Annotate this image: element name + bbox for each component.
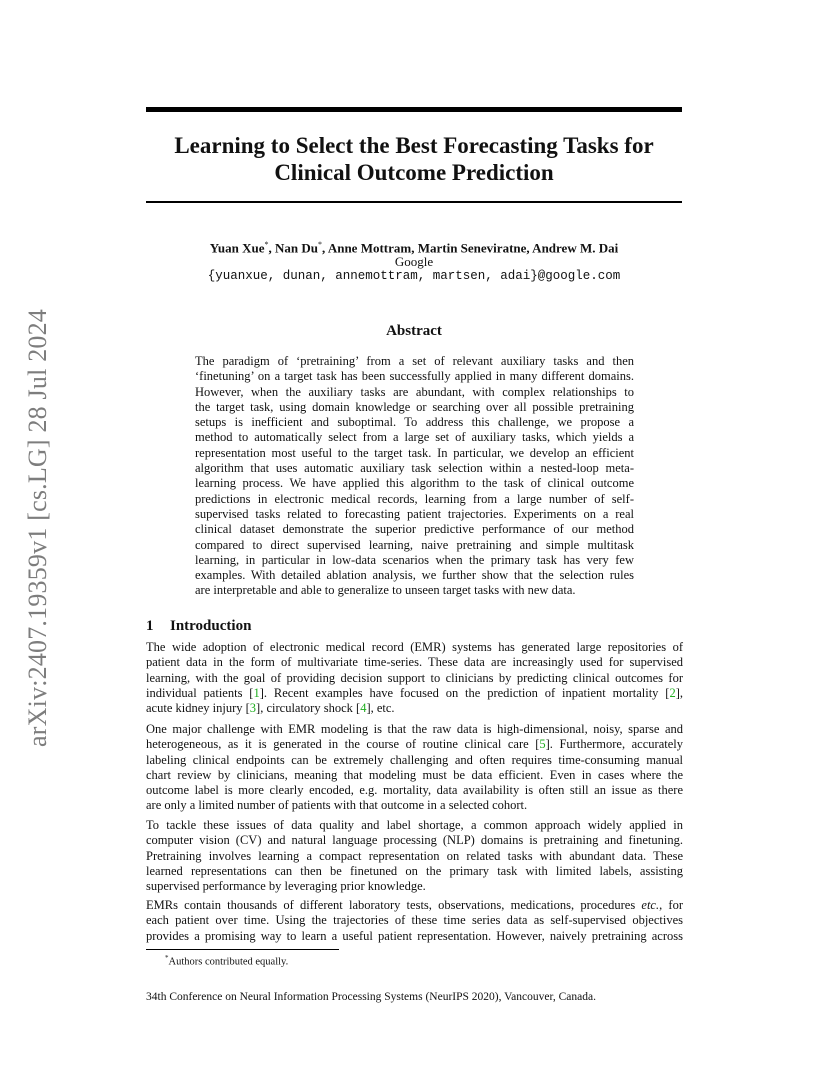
abstract-body (195, 354, 634, 599)
abstract-line: compared to direct supervised learning, naive pretraining and simple multitask (195, 537, 634, 552)
citation-link[interactable]: 1 (253, 685, 260, 700)
abstract-line: are interpretable and able to generalize to unseen target tasks with new data. (195, 583, 576, 598)
intro-paragraph-4: EMRs contain thousands of different laboratory tests, observations, medications, procedures etc., for each patient over time. Using the trajectories of these time series data as self-supervised objectives provides a promising way to learn a useful patient representation. However, naively pretraining across (146, 898, 683, 943)
footnote: *Authors contributed equally. (165, 954, 289, 968)
intro-paragraph-1: The wide adoption of electronic medical record (EMR) systems has generated large repositories of patient data in the form of multivariate time-series. These data are increasingly used for supervised learning, with the goal of providing decision support to clinicians by predicting clinical outcomes for individual patients [1]. Recent examples have focused on the prediction of inpatient mortality [2], acute kidney injury [3], circulatory shock [4], etc. (146, 640, 683, 716)
citation-link[interactable]: 4 (360, 701, 367, 716)
citation-link[interactable]: 5 (539, 737, 546, 752)
abstract-line: examples. With detailed ablation analysis, we further show that the selection rules (195, 568, 634, 583)
abstract-line: supervised tasks related to forecasting patient trajectories. Experiments on a real (195, 506, 634, 521)
citation-link[interactable]: 3 (249, 701, 257, 716)
title-bottom-rule (146, 201, 682, 203)
arxiv-identifier: arXiv:2407.19359v1 [cs.LG] 28 Jul 2024 (23, 309, 52, 747)
abstract-heading: Abstract (386, 323, 442, 339)
abstract-line: method to automatically select from a large set of auxiliary tasks, which yields a (195, 430, 634, 445)
intro-paragraph-3: To tackle these issues of data quality and label shortage, a common approach widely applied in computer vision (CV) and natural language processing (NLP) domains is pretraining and finetuning. Pretraining involves learning a compact representation on related tasks with abundant data. These learned representations can then be finetuned on the primary task with limited labels, assisting supervised performance by leveraging prior knowledge. (146, 818, 683, 894)
section-heading-introduction (146, 618, 251, 635)
abstract-line: However, when the auxiliary tasks are abundant, with complex relationships to (195, 384, 634, 399)
abstract-line: learning, in particular in low-data scenarios when the primary task has very few (195, 552, 634, 567)
citation-link[interactable]: 2 (669, 685, 676, 700)
abstract-line: setups is inefficient and suboptimal. To address this challenge, we propose a (195, 415, 634, 430)
affiliation: Google (394, 254, 434, 269)
title-top-rule (146, 107, 682, 112)
footnote-rule (146, 949, 339, 950)
author-list: Yuan Xue*, Nan Du*, Anne Mottram, Martin Seneviratne, Andrew M. Dai (209, 240, 619, 256)
paper-title: Learning to Select the Best Forecasting Tasks for Clinical Outcome Prediction (174, 133, 654, 185)
abstract-line: ‘finetuning’ on a target task has been successfully applied in many different domains. (195, 369, 634, 384)
abstract-line: the target task, using domain knowledge or searching over all possible pretraining (195, 399, 634, 414)
author-emails: {yuanxue, dunan, annemottram, martsen, adai}@google.com (207, 269, 621, 283)
intro-paragraph-2: One major challenge with EMR modeling is that the raw data is high-dimensional, noisy, sparse and heterogeneous, as it is generated in the course of routine clinical care [5]. Furthermore, accurately labeling clinical endpoints can be extremely challenging and often requires time-consuming manual chart review by clinicians, meaning that modeling must be data efficient. Even in cases where the outcome label is more clearly encoded, e.g. mortality, data availability is often still an issue as there are only a limited number of patients with that outcome in a selected cohort. (146, 722, 683, 813)
abstract-line: predictions in electronic medical records, learning from a large number of self- (195, 491, 634, 506)
abstract-line: clinical dataset demonstrate the superior predictive performance of our method (195, 522, 634, 537)
venue-footer: 34th Conference on Neural Information Processing Systems (NeurIPS 2020), Vancouver, Canada. (146, 991, 596, 1003)
section-title: Introduction (170, 618, 252, 634)
abstract-line: learning process. We have applied this algorithm to the task of clinical outcome (195, 476, 634, 491)
section-number: 1 (146, 618, 154, 634)
abstract-line: algorithm that uses automatic auxiliary task selection within a nested-loop meta- (195, 461, 634, 476)
abstract-line: representation most useful to the target task. In particular, we develop an efficient (195, 445, 634, 460)
abstract-line: The paradigm of ‘pretraining’ from a set of relevant auxiliary tasks and then (195, 354, 634, 368)
